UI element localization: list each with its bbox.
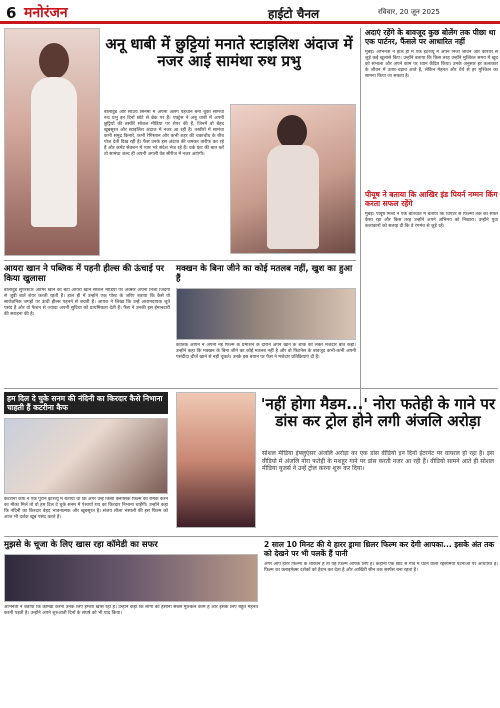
- divider: [4, 388, 498, 389]
- katrina-story: [4, 392, 168, 532]
- top-story-headline: अनू धाबी में छुट्टियां मनाते स्टाइलिश अंदाज में नजर आई सामंथा रुथ प्रभु: [105, 35, 353, 70]
- kartik-story-body: कार्तिक आर्यन ने अपनी नई फिल्म के प्रमोशन के दौरान अपने खाने के शौक को लेकर मजेदार बातें कहीं। उन्होंने कहा कि मक्खन के बिना जीने का कोई मतलब नहीं है और वो फिटनेस के बावजूद कभी-कभी अपनी पसंदीदा चीजें खाने से नहीं चूकते। उनके इस बयान पर फैंस ने मजेदार प्रतिक्रियाएं दी हैं।: [176, 343, 356, 360]
- divider: [4, 536, 498, 537]
- newspaper-name: हाईटो चैनल: [268, 7, 320, 21]
- comedy-story-body: अभिनेता ने बताया कि कॉमेडी करना उनके लिए हमेशा खास रहा है। उन्होंने कहा कि लोगों को हंसाना सबसे मुश्किल काम है और इसके लिए बहुत मेहनत करनी पड़ती है। उन्होंने अपने शुरुआती दिनों के संघर्ष को भी याद किया।: [4, 605, 258, 616]
- ayra-story-body: बॉलीवुड सुपरस्टार आमिर खान की बेटी आयरा खान सोशल मीडिया पर अक्सर अपनी निजी जिंदगी से जुड़ी बातें शेयर करती रहती हैं। हाल ही में उन्होंने एक पोस्ट के जरिए बताया कि कैसे वो सार्वजनिक जगहों पर ऊंची हील्स पहनने से बचती हैं। आयरा ने लिखा कि उन्हें आरामदायक जूते पसंद हैं और वो फैशन से ज्यादा अपनी सुविधा को प्राथमिकता देती हैं। फैंस ने उनकी इस ईमानदारी की सराहना की है।: [4, 288, 170, 317]
- samantha-photo-right: [230, 104, 356, 254]
- comedy-story: [4, 540, 258, 704]
- katrina-story-body: कटरीना कैफ ने एक पुराने इंटरव्यू में बताया था कि अगर उन्हें किसी क्लासिक फिल्म का रीमेक करने का मौका मिले तो वो हम दिल दे चुके सनम में ऐश्वर्या राय का किरदार निभाना चाहेंगी। उन्होंने कहा कि नंदिनी का किरदार बेहद भावनात्मक और खूबसूरत है। संजय लीला भंसाली की इस फिल्म को आज भी दर्शक खूब पसंद करते हैं।: [4, 497, 168, 520]
- right-column-subheadline: पीयूष ने बताया कि आखिर इंड पियर्न नम्मन किंग करता सफल रहेंगे: [365, 190, 498, 208]
- right-column-subbody: मुंबई। पीयूष मिश्रा ने एक बातचीत में बताया कि थिएटर से फिल्मों तक का सफर कैसा रहा और किस तरह उन्होंने अपने अभिनय को निखारा। उन्होंने युवा कलाकारों को सलाह दी कि वे रंगमंच से जुड़े रहें।: [365, 212, 498, 229]
- right-column-headline: अदाएं रहेंगे के बावजूद कुछ बोलेंग तक पीछा था एक पार्टनर, फैंसले पर आधारित नहीं: [365, 28, 496, 46]
- anjali-story-headline: 'नहीं होगा मैडम...' नोरा फतेही के गाने पर डांस कर ट्रोल होने लगी अंजलि अरोड़ा: [260, 395, 496, 430]
- page-number: 6: [6, 4, 17, 22]
- katrina-story-headline: हम दिल दे चुके सनम की नंदिनी का किरदार कैसे निभाना चाहती हैं कटरीना कैफ: [4, 392, 168, 414]
- page-header: [0, 0, 500, 24]
- kartik-story: [176, 264, 356, 384]
- horror-story-headline: 2 साल 10 मिनट की ये हारर ड्रामा थ्रिलर फिल्म कर देगी आपका... इसके अंत तक को देखने पर भी पलकें हैं पानी: [264, 540, 495, 558]
- anjali-story: [176, 392, 498, 532]
- right-column: [360, 28, 498, 418]
- issue-date: रविवार, 20 जून 2025: [378, 8, 440, 16]
- kartik-photo: [176, 288, 356, 340]
- divider: [4, 260, 356, 261]
- ayra-story-headline: आयरा खान ने पब्लिक में पहनी हील्स की ऊंचाई पर किया खुलासा: [4, 264, 165, 284]
- comedy-photo: [4, 554, 258, 602]
- top-story-body: बॉलीवुड और साउथ सिनेमा में अपनी अलग पहचान बना चुकी सामंथा रुथ प्रभु इन दिनों छोटे से ब्रेक पर हैं। एक्ट्रेस ने अबू धाबी में अपनी छुट्टियों की तस्वीरें सोशल मीडिया पर शेयर की हैं, जिनमें वो बेहद खूबसूरत और स्टाइलिश अंदाज में नजर आ रही हैं। तस्वीरों में सामंथा कभी समुद्र किनारे, कभी रेगिस्तान और कभी शहर की चकाचौंध के बीच पोज देती दिख रही हैं। फैंस उनके इस अंदाज की जमकर तारीफ कर रहे हैं और कमेंट सेक्शन में प्यार भरे संदेश भेज रहे हैं। वर्क फ्रंट की बात करें तो सामंथा जल्द ही अपनी अगली वेब सीरीज में नजर आएंगी।: [104, 110, 224, 157]
- right-column-body: मुंबई। अभिनेत्री ने हाल ही में एक इंटरव्यू में अपने निजी जीवन और करियर से जुड़े कई खुलासे किए। उन्होंने बताया कि किस तरह उन्होंने मुश्किल समय में खुद को संभाला और अपने काम पर ध्यान केंद्रित किया। उनके अनुसार हर कलाकार के जीवन में उतार-चढ़ाव आते हैं, लेकिन मेहनत और धैर्य से हर मुश्किल का सामना किया जा सकता है।: [365, 50, 498, 79]
- top-story: [4, 28, 356, 258]
- comedy-story-headline: मुझसे के चूजा के लिए खास रहा कॉमेडी का सफर: [4, 540, 158, 550]
- kartik-story-headline: मक्खन के बिना जीने का कोई मतलब नहीं, खुश का हुआ हैं: [176, 264, 353, 284]
- horror-story: [264, 540, 498, 704]
- section-title: मनोरंजन: [24, 5, 68, 21]
- katrina-photo: [4, 418, 168, 494]
- samantha-photo-left: [4, 28, 100, 256]
- ayra-story: [4, 264, 170, 384]
- horror-story-body: अगर आप हॉरर फिल्मों के शौकीन हैं तो यह फिल्म आपके लिए है। कहानी एक छोटे से गांव में घटने वाली रहस्यमयी घटनाओं पर आधारित है। फिल्म का क्लाइमेक्स दर्शकों को हैरान कर देता है और आखिरी सीन तक सस्पेंस बना रहता है।: [264, 562, 498, 573]
- anjali-photo: [176, 392, 256, 528]
- anjali-story-body: सोशल मीडिया इंफ्लुएंसर अंजलि अरोड़ा का एक डांस वीडियो इन दिनों इंटरनेट पर वायरल हो रहा है। इस वीडियो में अंजलि नोरा फतेही के मशहूर गाने पर डांस करती नजर आ रही हैं। वीडियो सामने आते ही सोशल मीडिया यूजर्स ने उन्हें ट्रोल करना शुरू कर दिया।: [262, 450, 494, 472]
